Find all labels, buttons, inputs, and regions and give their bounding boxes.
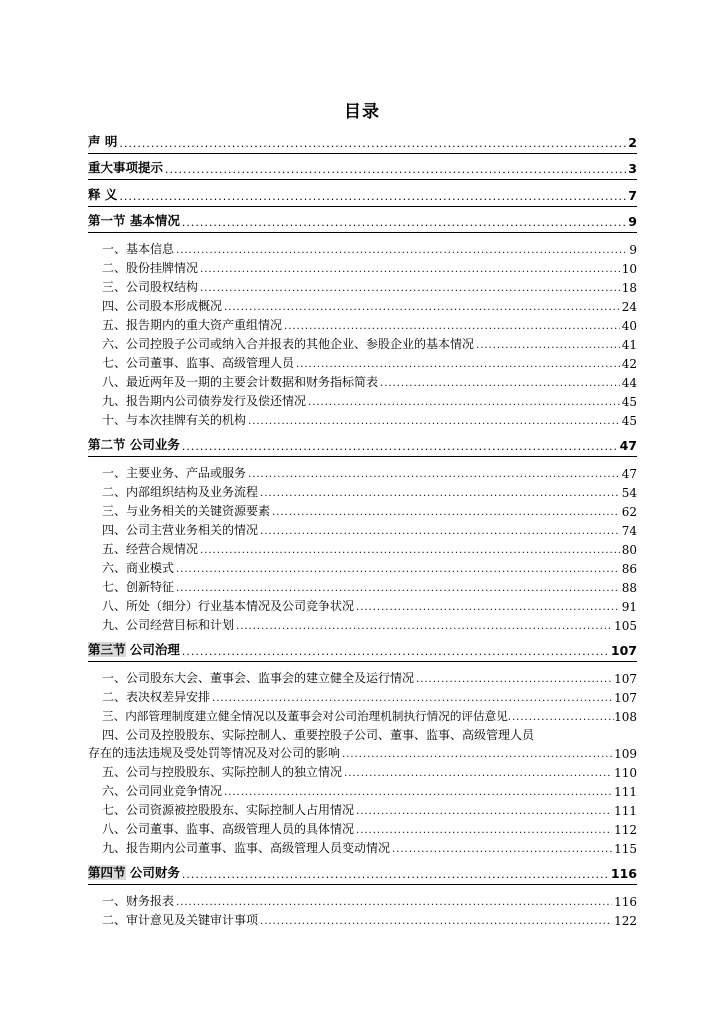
toc-entry-label: 八、公司董事、监事、高级管理人员的具体情况: [102, 822, 355, 836]
section-number: 第四节: [88, 865, 126, 880]
leader-dots: [248, 417, 620, 430]
leader-dots: [508, 713, 614, 726]
toc-entry-page: 115: [614, 842, 637, 856]
toc-entry-page: 116: [610, 866, 637, 881]
leader-dots: [182, 441, 618, 456]
toc-entry-page: 47: [621, 467, 637, 481]
toc-entry-label: 一、财务报表: [102, 894, 175, 908]
toc-entry-page: 10: [621, 262, 637, 276]
toc-entry-page: 88: [621, 581, 637, 595]
toc-entry[interactable]: [88, 908, 637, 930]
toc-entry-label: 一、基本信息: [102, 242, 175, 256]
toc-entry-page: 9: [629, 243, 637, 257]
toc-entry-page: 18: [621, 281, 637, 295]
toc-entry-page: 80: [621, 543, 637, 557]
toc-entry-page: 107: [610, 643, 637, 658]
toc-entry-page: 111: [614, 804, 637, 818]
leader-dots: [165, 164, 626, 179]
toc-entry-label: 重大事项提示: [88, 160, 164, 175]
toc-entry-label: [88, 435, 180, 456]
toc-entry-label: 四、公司主营业务相关的情况: [102, 523, 259, 537]
toc-entry-page: 24: [621, 300, 637, 314]
toc-entry-statement[interactable]: [88, 131, 637, 154]
toc-entry-page: 44: [621, 376, 637, 390]
toc-title: 目录: [344, 102, 380, 122]
toc-entry-label: 存在的违法违规及受处罚等情况及对公司的影响: [88, 746, 341, 760]
toc-entry-page: 108: [614, 710, 637, 724]
toc-entry-label: 九、报告期内公司债券发行及偿还情况: [102, 394, 307, 408]
toc-entry-page: 91: [621, 600, 637, 614]
leader-dots: [236, 622, 612, 635]
toc-entry-page: 122: [614, 914, 637, 928]
toc-section-1[interactable]: [88, 210, 637, 233]
toc-entry-page: 111: [614, 785, 637, 799]
toc-entry-label: 二、审计意见及关键审计事项: [102, 913, 259, 927]
toc-entry-label: [88, 863, 180, 884]
toc-section-3[interactable]: [88, 639, 637, 662]
toc-entry-page: 107: [614, 691, 637, 705]
toc-entry-label: 六、商业模式: [102, 561, 175, 575]
toc-entry-page: 54: [621, 486, 637, 500]
toc-entry-page: 2: [628, 135, 637, 150]
toc-entry-label: 八、所处（细分）行业基本情况及公司竞争状况: [102, 599, 355, 613]
section-number: 第三节: [88, 642, 126, 657]
toc-entry-label: 六、公司同业竞争情况: [102, 784, 223, 798]
toc-entry-page: 41: [621, 338, 637, 352]
toc-entry-label: 五、经营合规情况: [102, 542, 199, 556]
leader-dots: [182, 869, 609, 884]
toc-entry-wrapped-line[interactable]: 四、公司及控股股东、实际控制人、重要控股子公司、董事、监事、高级管理人员: [102, 728, 535, 742]
toc-entry-page: 112: [614, 823, 637, 837]
section-title: 公司业务: [125, 437, 180, 452]
toc-entry-label: 九、报告期内公司董事、监事、高级管理人员变动情况: [102, 841, 391, 855]
section-number: 第一节: [88, 213, 126, 228]
toc-entry-page: 47: [619, 438, 637, 453]
section-number: 第二节: [88, 437, 126, 452]
leader-dots: [119, 191, 626, 206]
section-title: 公司财务: [125, 865, 180, 880]
toc-entry-label: 六、公司控股子公司或纳入合并报表的其他企业、参股企业的基本情况: [102, 337, 475, 351]
toc-entry[interactable]: [88, 704, 637, 726]
toc-entry[interactable]: [88, 836, 637, 858]
toc-entry-label: 九、公司经营目标和计划: [102, 618, 235, 632]
toc-entry-label: 八、最近两年及一期的主要会计数据和财务指标简表: [102, 375, 379, 389]
section-title: 基本情况: [125, 213, 180, 228]
toc-entry-page: 110: [614, 766, 637, 780]
toc-entry-label: 十、与本次挂牌有关的机构: [102, 413, 247, 427]
toc-entry-page: 9: [628, 214, 637, 229]
toc-entry-label: 二、股份挂牌情况: [102, 261, 199, 275]
toc-entry-label: 一、公司股东大会、董事会、监事会的建立健全及运行情况: [102, 671, 415, 685]
toc-entry-label: 五、报告期内的重大资产重组情况: [102, 318, 283, 332]
toc-entry-page: 45: [621, 414, 637, 428]
toc-entry-label: 七、公司董事、监事、高级管理人员: [102, 356, 295, 370]
leader-dots: [182, 217, 626, 232]
toc-entry-label: 七、创新特征: [102, 580, 175, 594]
toc-entry-label: 三、与业务相关的关键资源要素: [102, 504, 271, 518]
toc-entry-page: 40: [621, 319, 637, 333]
toc-entry-page: 107: [614, 672, 637, 686]
toc-entry-label: [88, 640, 180, 661]
toc-entry-label: 五、公司与控股股东、实际控制人的独立情况: [102, 765, 343, 779]
toc-entry-page: 62: [621, 505, 637, 519]
toc-entry-label: 声 明: [88, 134, 118, 149]
toc-entry-major-matters[interactable]: [88, 157, 637, 180]
toc-entry-page: 7: [628, 188, 637, 203]
toc-entry-label: 一、主要业务、产品或服务: [102, 466, 247, 480]
toc-entry-label: 二、表决权差异安排: [102, 690, 211, 704]
toc-entry-label: 三、公司股权结构: [102, 280, 199, 294]
leader-dots: [119, 138, 626, 153]
section-title: 公司治理: [125, 642, 180, 657]
toc-entry-page: 105: [614, 619, 637, 633]
toc-entry-label: 三、内部管理制度建立健全情况以及董事会对公司治理机制执行情况的评估意见: [102, 709, 508, 723]
toc-entry-page: 74: [621, 524, 637, 538]
toc-entry-page: 109: [614, 747, 637, 761]
toc-entry-label: 七、公司资源被控股股东、实际控制人占用情况: [102, 803, 355, 817]
leader-dots: [392, 845, 612, 858]
toc-entry-page: 45: [621, 395, 637, 409]
leader-dots: [182, 646, 609, 661]
toc-entry-label: 二、内部组织结构及业务流程: [102, 485, 259, 499]
toc-section-4[interactable]: [88, 862, 637, 885]
toc-entry-label: 四、公司股本形成概况: [102, 299, 223, 313]
toc-entry-label: [88, 211, 180, 232]
toc-entry-page: 116: [614, 895, 637, 909]
toc-entry[interactable]: [88, 613, 637, 635]
toc-entry-definitions[interactable]: [88, 184, 637, 207]
toc-entry-page: 86: [621, 562, 637, 576]
toc-entry-page: 3: [628, 161, 637, 176]
toc-entry[interactable]: [88, 408, 637, 430]
leader-dots: [260, 917, 612, 930]
toc-entry-page: 42: [621, 357, 637, 371]
toc-section-2[interactable]: [88, 434, 637, 457]
toc-entry-label: 释 义: [88, 187, 118, 202]
